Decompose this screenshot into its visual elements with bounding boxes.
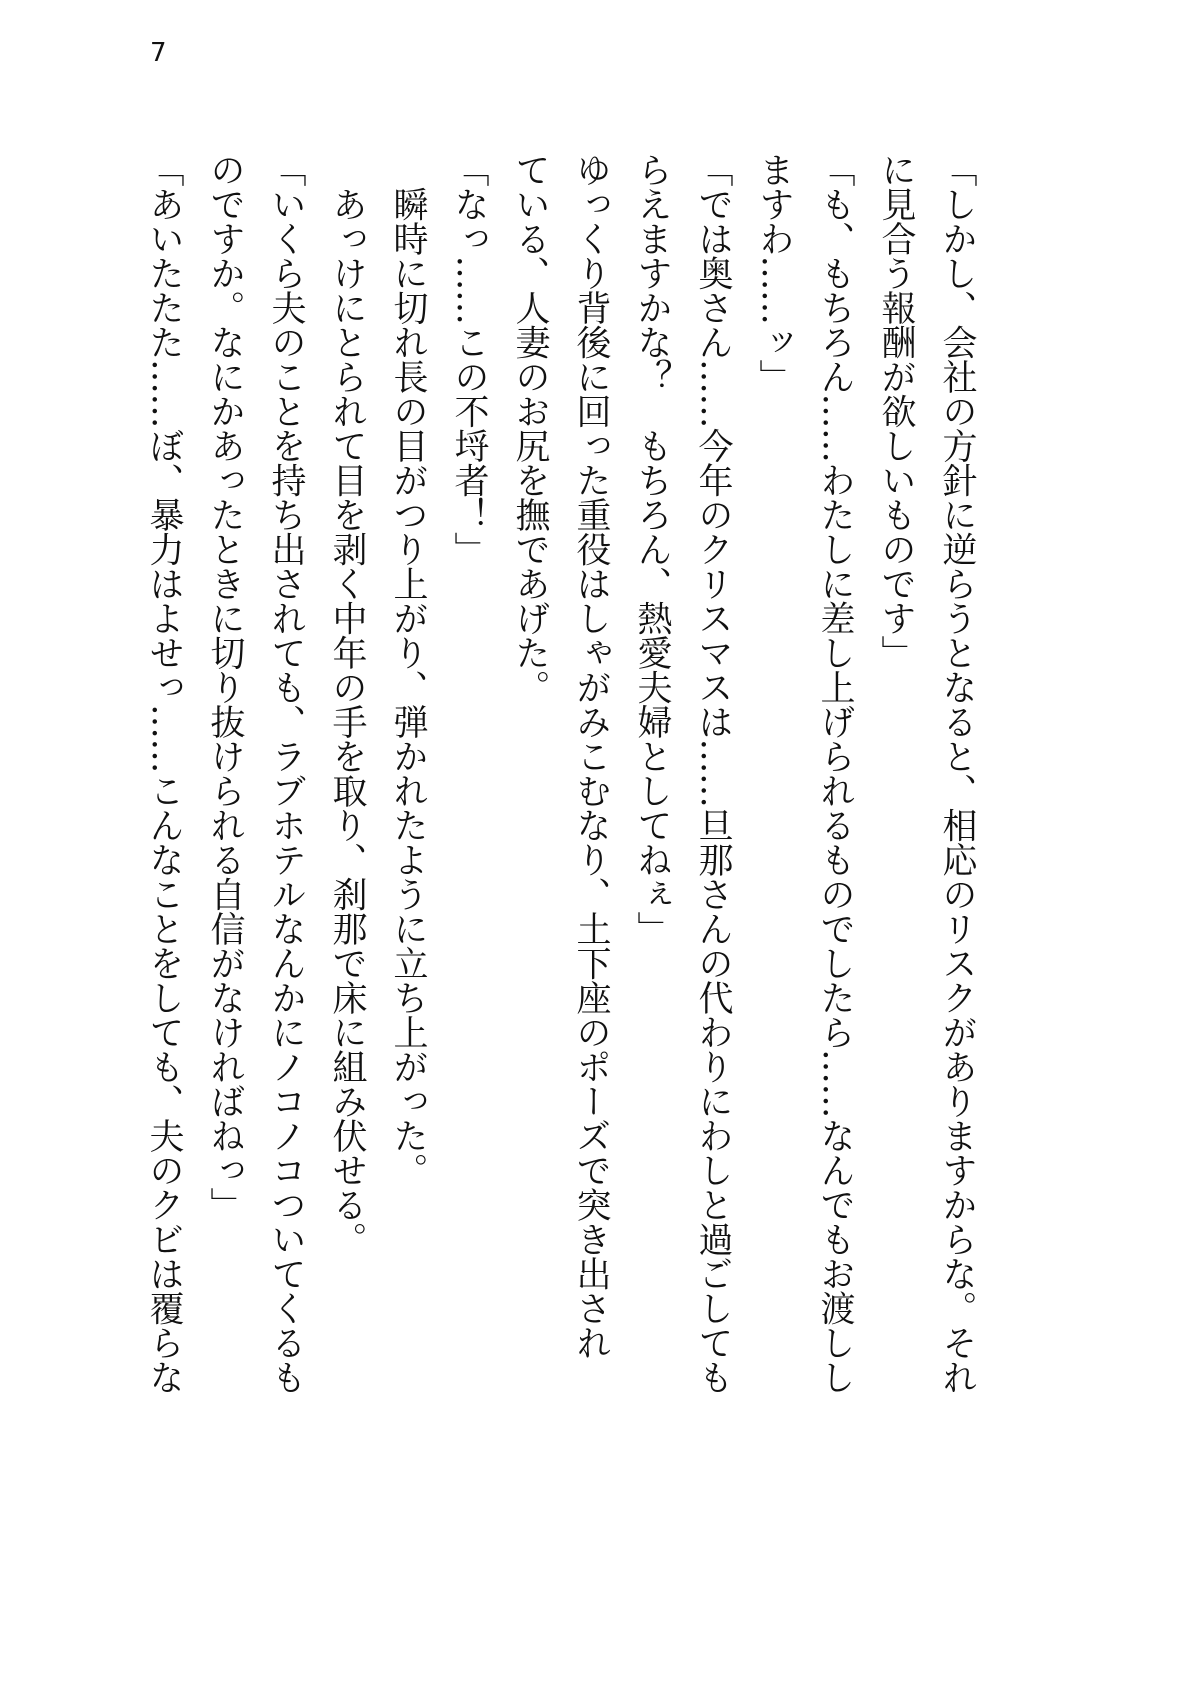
text-column: らえますかな？ もちろん、熱愛夫婦としてねぇ」 <box>632 152 672 946</box>
text-column: に見合う報酬が欲しいものです」 <box>876 152 916 670</box>
text-column: ている、人妻のお尻を撫であげた。 <box>510 152 550 704</box>
text-column: ますわ……ッ」 <box>754 152 794 394</box>
text-column: 「も、もちろん……わたしに差し上げられるものでしたら……なんでもお渡しし <box>815 152 855 1394</box>
page-number: 7 <box>150 38 167 68</box>
vertical-text-body <box>133 152 987 1422</box>
text-column: 「では奥さん……今年のクリスマスは……旦那さんの代わりにわしと過ごしても <box>693 152 733 1394</box>
text-column: 「なっ……この不埒者！」 <box>449 152 489 566</box>
text-column: 「いくら夫のことを持ち出されても、ラブホテルなんかにノコノコついてくるも <box>266 152 306 1394</box>
text-column: のですか。なにかあったときに切り抜けられる自信がなければねっ」 <box>205 152 245 1222</box>
text-column: 「しかし、会社の方針に逆らうとなると、相応のリスクがありますからな。それ <box>937 152 977 1394</box>
text-column: あっけにとられて目を剥く中年の手を取り、刹那で床に組み伏せる。 <box>327 152 367 1256</box>
text-column: 「あいたたた……ぼ、暴力はよせっ……こんなことをしても、夫のクビは覆らな <box>144 152 184 1394</box>
text-column: 瞬時に切れ長の目がつり上がり、弾かれたように立ち上がった。 <box>388 152 428 1187</box>
text-column: ゆっくり背後に回った重役はしゃがみこむなり、土下座のポーズで突き出され <box>571 152 611 1360</box>
